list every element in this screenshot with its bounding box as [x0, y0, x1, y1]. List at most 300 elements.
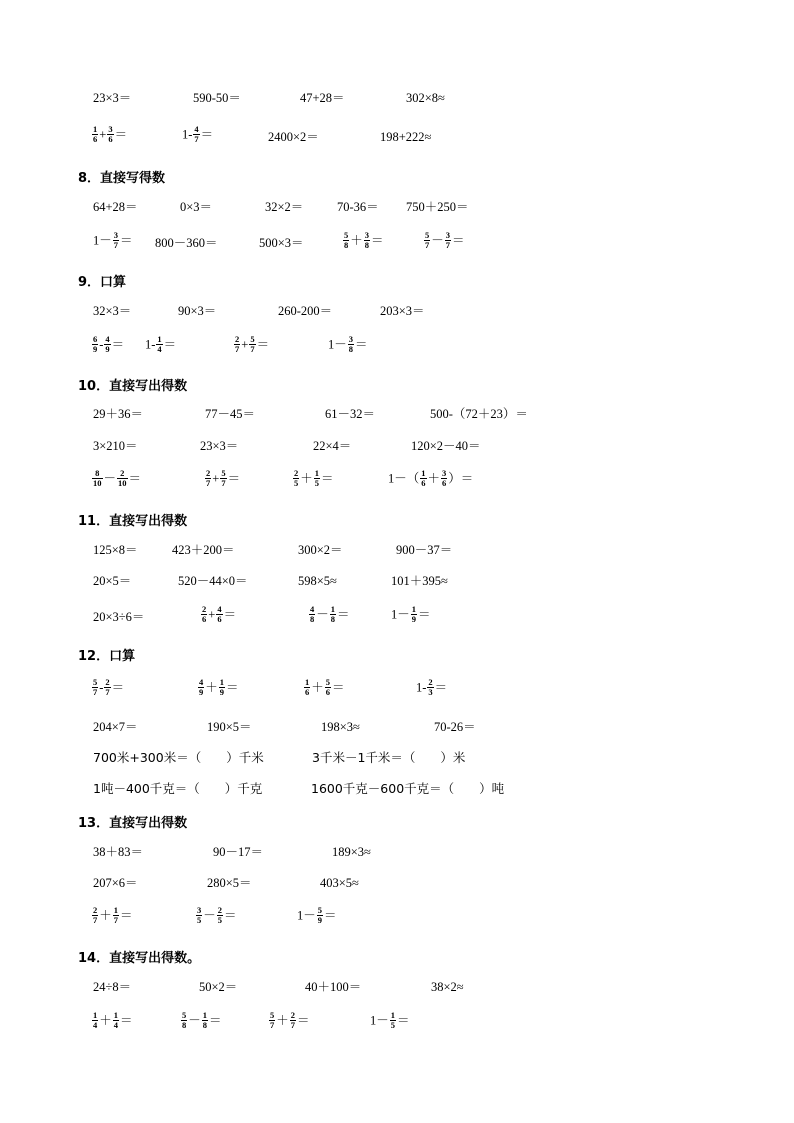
numerator: 3 [445, 230, 451, 240]
expression-text: 207×6＝ [93, 876, 138, 891]
calc-item [93, 844, 143, 859]
calc-item [180, 199, 212, 214]
denominator: 7 [93, 915, 98, 925]
denominator: 8 [344, 240, 349, 250]
expression-text: ＝ [324, 908, 337, 923]
expression-text: ＝ [355, 337, 368, 352]
calc-item [411, 438, 481, 453]
expression-text: ＝ [114, 127, 128, 142]
expression-text: 1－ [328, 337, 347, 352]
denominator: 7 [445, 240, 451, 250]
denominator: 7 [221, 478, 226, 488]
fraction [104, 678, 110, 697]
calc-item [200, 605, 236, 624]
numerator: 4 [217, 604, 222, 614]
expression-text: 1－ [391, 607, 410, 622]
calc-item [321, 719, 360, 734]
expression-text: － [431, 233, 444, 248]
denominator: 8 [182, 1020, 187, 1030]
expression-text: － [203, 908, 216, 923]
calc-item [278, 303, 332, 318]
expression-text: 70-26＝ [434, 720, 476, 735]
expression-text: ＝ [227, 471, 241, 486]
expression-text: ＝ [224, 908, 237, 923]
calc-item [182, 125, 213, 144]
calc-item [342, 231, 384, 250]
fraction [309, 605, 315, 624]
calc-item [388, 469, 473, 488]
expression-text: + [99, 127, 107, 142]
calc-item [320, 875, 359, 890]
fraction [325, 678, 331, 697]
fraction [92, 1011, 98, 1030]
fraction [441, 469, 447, 488]
expression-text: 302×8≈ [406, 91, 445, 106]
expression-text: 1- [182, 127, 193, 142]
numerator: 5 [317, 905, 323, 915]
calc-item [178, 303, 216, 318]
calc-item [93, 875, 138, 890]
expression-text: 125×8＝ [93, 543, 138, 558]
expression-text: 90×3＝ [178, 304, 217, 319]
expression-text: ＝ [226, 680, 239, 695]
calc-item [298, 542, 343, 557]
calc-item [93, 438, 138, 453]
denominator: 5 [197, 915, 202, 925]
numerator: 2 [235, 334, 240, 344]
calc-item [328, 335, 368, 354]
expression-text: ＝ [397, 1013, 410, 1028]
fraction [269, 1011, 275, 1030]
numerator: 2 [294, 468, 299, 478]
fraction [343, 231, 349, 250]
expression-text: ＝ [297, 1013, 310, 1028]
fraction [216, 605, 222, 624]
expression-text: 3×210＝ [93, 439, 138, 454]
calc-item [91, 335, 124, 354]
expression-text: ＋ [99, 1013, 112, 1028]
expression-text: 1- [145, 337, 156, 352]
expression-text: + [208, 607, 216, 622]
expression-text: 700米+300米＝（ ）千米 [93, 750, 264, 766]
numerator: 1 [305, 677, 310, 687]
expression-text: ＝ [371, 233, 384, 248]
fraction [219, 678, 225, 697]
numerator: 2 [93, 905, 98, 915]
calc-item [292, 469, 334, 488]
expression-text: - [99, 337, 104, 352]
calc-item [172, 542, 235, 557]
fraction [390, 1011, 396, 1030]
expression-text: 90－17＝ [213, 845, 264, 860]
question-heading: 14．直接写出得数。 [78, 951, 201, 966]
denominator: 4 [93, 1020, 98, 1030]
expression-text: 2400×2＝ [268, 130, 319, 145]
expression-text: 300×2＝ [298, 543, 343, 558]
fraction [104, 335, 110, 354]
denominator: 8 [310, 614, 315, 624]
expression-text: 32×3＝ [93, 304, 132, 319]
expression-text: 77－45＝ [205, 407, 256, 422]
numerator: 1 [93, 124, 98, 134]
calc-item [204, 469, 240, 488]
numerator: 5 [344, 230, 349, 240]
denominator: 7 [93, 687, 98, 697]
denominator: 9 [93, 344, 98, 354]
expression-text: 598×5≈ [298, 574, 337, 589]
calc-item [155, 235, 218, 250]
fraction [290, 1011, 296, 1030]
expression-text: 423＋200＝ [172, 543, 235, 558]
fraction [424, 231, 430, 250]
expression-text: 198×3≈ [321, 720, 360, 735]
question-heading: 13．直接写出得数 [78, 816, 188, 831]
expression-text: 64+28＝ [93, 200, 138, 215]
question-heading: 9．口算 [78, 275, 127, 290]
denominator: 5 [390, 1020, 396, 1030]
fraction [420, 469, 426, 488]
fraction [427, 678, 433, 697]
expression-text: ＝ [163, 337, 177, 352]
numerator: 4 [105, 334, 110, 344]
numerator: 4 [194, 124, 199, 134]
fraction [92, 678, 98, 697]
calc-item [207, 719, 252, 734]
denominator: 10 [93, 478, 102, 488]
denominator: 7 [105, 687, 110, 697]
calc-item [91, 1011, 133, 1030]
expression-text: 403×5≈ [320, 876, 359, 891]
expression-text: 32×2＝ [265, 200, 304, 215]
expression-text: ＋ [276, 1013, 289, 1028]
expression-text: 750＋250＝ [406, 200, 469, 215]
expression-text: ＋ [300, 471, 313, 486]
numerator: 3 [113, 230, 119, 240]
numerator: 5 [250, 334, 255, 344]
denominator: 4 [157, 344, 162, 354]
calc-item [93, 781, 262, 796]
expression-text: 1－ [93, 233, 112, 248]
expression-text: 61－32＝ [325, 407, 376, 422]
calc-item [416, 678, 447, 697]
fraction [220, 469, 226, 488]
expression-text: ＝ [418, 607, 431, 622]
denominator: 7 [250, 344, 255, 354]
numerator: 1 [390, 1010, 396, 1020]
question-heading: 12．口算 [78, 649, 136, 664]
denominator: 6 [305, 687, 310, 697]
expression-text: 0×3＝ [180, 200, 213, 215]
calc-item [370, 1011, 410, 1030]
calc-item [265, 199, 303, 214]
expression-text: 198+222≈ [380, 130, 432, 145]
fraction [181, 1011, 187, 1030]
fraction [314, 469, 320, 488]
expression-text: ＝ [111, 337, 125, 352]
expression-text: ＝ [256, 337, 270, 352]
expression-text: ＋ [99, 908, 112, 923]
fraction [117, 469, 128, 488]
fraction [217, 906, 223, 925]
numerator: 5 [182, 1010, 187, 1020]
calc-item [300, 90, 345, 105]
fraction [205, 469, 211, 488]
fraction [198, 678, 204, 697]
calc-item [298, 573, 337, 588]
fraction [445, 231, 451, 250]
expression-text: 3千米－1千米＝（ ）米 [312, 750, 466, 766]
calc-item [332, 844, 371, 859]
calc-item [195, 906, 237, 925]
denominator: 8 [330, 614, 336, 624]
calc-item [311, 781, 504, 796]
numerator: 1 [113, 905, 119, 915]
denominator: 6 [202, 614, 207, 624]
expression-text: ＝ [223, 607, 237, 622]
denominator: 6 [108, 134, 113, 144]
calc-item [297, 906, 337, 925]
denominator: 7 [113, 915, 119, 925]
expression-text: ＋ [205, 680, 218, 695]
numerator: 1 [113, 1010, 119, 1020]
expression-text: 20×3÷6＝ [93, 610, 145, 625]
calc-item [93, 719, 138, 734]
expression-text: ）＝ [448, 471, 474, 486]
question-heading: 11．直接写出得数 [78, 514, 188, 529]
fraction [317, 906, 323, 925]
calc-item [193, 90, 241, 105]
calc-item [93, 199, 138, 214]
numerator: 8 [92, 469, 103, 479]
expression-text: 1600千克－600千克＝（ ）吨 [311, 781, 505, 797]
denominator: 9 [105, 344, 110, 354]
expression-text: 70-36＝ [337, 200, 379, 215]
numerator: 6 [93, 334, 98, 344]
denominator: 7 [113, 240, 119, 250]
calc-item [233, 335, 269, 354]
expression-text: － [188, 1013, 201, 1028]
expression-text: 520－44×0＝ [178, 574, 248, 589]
denominator: 5 [314, 478, 320, 488]
expression-text: ＝ [434, 680, 448, 695]
denominator: 3 [428, 687, 433, 697]
denominator: 5 [294, 478, 299, 488]
expression-text: 29＋36＝ [93, 407, 144, 422]
calc-item [325, 406, 375, 421]
calc-item [303, 678, 345, 697]
numerator: 1 [330, 604, 336, 614]
denominator: 8 [348, 344, 354, 354]
denominator: 6 [421, 478, 426, 488]
calc-item [199, 979, 237, 994]
calc-item [305, 979, 361, 994]
numerator: 2 [117, 469, 128, 479]
calc-item [200, 438, 238, 453]
expression-text: 23×3＝ [200, 439, 239, 454]
expression-text: 204×7＝ [93, 720, 138, 735]
denominator: 7 [425, 240, 430, 250]
denominator: 9 [219, 687, 225, 697]
numerator: 3 [197, 905, 202, 915]
fraction [293, 469, 299, 488]
expression-text: 590-50＝ [193, 91, 241, 106]
expression-text: + [241, 337, 249, 352]
calc-item [406, 90, 445, 105]
calc-item [93, 231, 133, 250]
expression-text: － [316, 607, 329, 622]
numerator: 5 [425, 230, 430, 240]
calc-item [91, 469, 141, 488]
expression-text: 38×2≈ [431, 980, 464, 995]
expression-text: 500-（72＋23）＝ [430, 407, 528, 422]
calc-item [91, 678, 124, 697]
calc-item [380, 303, 425, 318]
expression-text: ＝ [200, 127, 214, 142]
fraction [92, 335, 98, 354]
numerator: 5 [270, 1010, 275, 1020]
calc-item [259, 235, 304, 250]
calc-item [313, 438, 351, 453]
calc-item [207, 875, 252, 890]
expression-text: ＝ [120, 233, 133, 248]
expression-text: 22×4＝ [313, 439, 352, 454]
numerator: 2 [202, 604, 207, 614]
fraction [330, 605, 336, 624]
denominator: 6 [93, 134, 98, 144]
numerator: 3 [348, 334, 354, 344]
calc-item [380, 129, 431, 144]
calc-item [91, 125, 127, 144]
expression-text: 24÷8＝ [93, 980, 132, 995]
numerator: 3 [442, 468, 447, 478]
numerator: 1 [157, 334, 162, 344]
numerator: 4 [199, 677, 204, 687]
calc-item [93, 750, 264, 765]
numerator: 2 [428, 677, 433, 687]
calc-item [406, 199, 469, 214]
calc-item [91, 906, 133, 925]
expression-text: 50×2＝ [199, 980, 238, 995]
fraction [113, 906, 119, 925]
denominator: 7 [270, 1020, 275, 1030]
expression-text: ＝ [321, 471, 334, 486]
expression-text: 280×5＝ [207, 876, 252, 891]
numerator: 3 [364, 230, 370, 240]
denominator: 9 [411, 614, 417, 624]
calc-item [93, 406, 143, 421]
expression-text: ＝ [209, 1013, 222, 1028]
numerator: 2 [290, 1010, 296, 1020]
calc-item [93, 303, 131, 318]
expression-text: 189×3≈ [332, 845, 371, 860]
calc-item [431, 979, 464, 994]
expression-text: 38＋83＝ [93, 845, 144, 860]
denominator: 9 [317, 915, 323, 925]
expression-text: ＝ [337, 607, 350, 622]
fraction [92, 125, 98, 144]
fraction [92, 469, 103, 488]
numerator: 3 [108, 124, 113, 134]
expression-text: ＝ [120, 1013, 133, 1028]
calc-item [434, 719, 476, 734]
numerator: 1 [314, 468, 320, 478]
expression-text: + [212, 471, 220, 486]
expression-text: 1－ [370, 1013, 389, 1028]
expression-text: 800－360＝ [155, 236, 218, 251]
question-heading: 8．直接写得数 [78, 171, 166, 186]
expression-text: 500×3＝ [259, 236, 304, 251]
fraction [364, 231, 370, 250]
calc-item [391, 573, 448, 588]
calc-item [205, 406, 255, 421]
numerator: 2 [206, 468, 211, 478]
expression-text: 1－ [297, 908, 316, 923]
expression-text: 23×3＝ [93, 91, 132, 106]
fraction [156, 335, 162, 354]
numerator: 4 [310, 604, 315, 614]
fraction [107, 125, 113, 144]
expression-text: ＝ [120, 908, 133, 923]
fraction [92, 906, 98, 925]
expression-text: 1吨－400千克＝（ ）千克 [93, 781, 263, 797]
calc-item [93, 542, 138, 557]
expression-text: ＋ [427, 471, 441, 486]
fraction [201, 605, 207, 624]
numerator: 2 [217, 905, 223, 915]
expression-text: 1－（ [388, 471, 420, 486]
numerator: 2 [105, 677, 110, 687]
expression-text: ＝ [128, 471, 142, 486]
numerator: 5 [325, 677, 331, 687]
expression-text: － [103, 471, 117, 486]
denominator: 4 [113, 1020, 119, 1030]
expression-text: 203×3＝ [380, 304, 425, 319]
expression-text: 120×2－40＝ [411, 439, 481, 454]
calc-item [178, 573, 248, 588]
denominator: 8 [202, 1020, 208, 1030]
calc-item [197, 678, 239, 697]
fraction [234, 335, 240, 354]
calc-item [93, 573, 131, 588]
denominator: 7 [206, 478, 211, 488]
denominator: 7 [290, 1020, 296, 1030]
expression-text: ＋ [311, 680, 324, 695]
numerator: 5 [221, 468, 226, 478]
expression-text: ＝ [332, 680, 345, 695]
fraction [411, 605, 417, 624]
fraction [202, 1011, 208, 1030]
fraction [249, 335, 255, 354]
calc-item [93, 90, 131, 105]
denominator: 6 [325, 687, 331, 697]
fraction [113, 1011, 119, 1030]
expression-text: ＝ [111, 680, 125, 695]
fraction [113, 231, 119, 250]
fraction [348, 335, 354, 354]
fraction [304, 678, 310, 697]
denominator: 9 [199, 687, 204, 697]
denominator: 8 [364, 240, 370, 250]
denominator: 6 [217, 614, 222, 624]
calc-item [268, 1011, 310, 1030]
calc-item [423, 231, 465, 250]
expression-text: 40＋100＝ [305, 980, 362, 995]
denominator: 7 [194, 134, 199, 144]
calc-item [308, 605, 350, 624]
expression-text: 20×5＝ [93, 574, 132, 589]
calc-item [396, 542, 452, 557]
expression-text: ＋ [350, 233, 363, 248]
